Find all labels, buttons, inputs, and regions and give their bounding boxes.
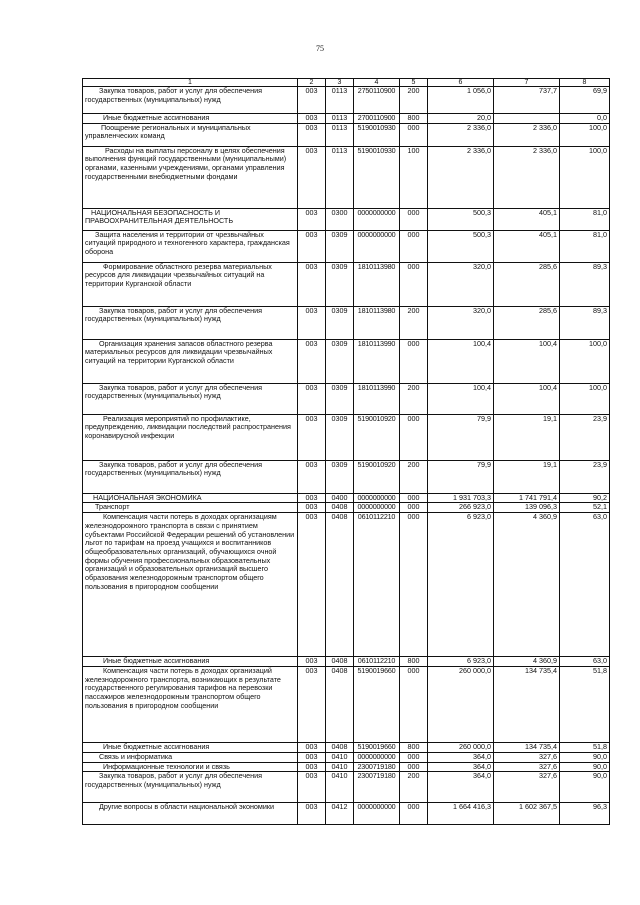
target-article-code: 2700110900 (354, 114, 400, 124)
item-name: Компенсация части потерь в доходах организаций железнодорожного транспорта, возникающих в результате государственного регулирования тарифов на перевозки пассажиров железнодорожным транспортом общего пользования в пригородном сообщении (83, 666, 298, 742)
item-name: Защита населения и территории от чрезвычайных ситуаций природного и техногенного характера, гражданская оборона (83, 230, 298, 262)
header-cell-1: 1 (83, 79, 298, 87)
planned-amount: 266 923,0 (428, 503, 494, 513)
admin-code: 003 (298, 123, 326, 146)
expense-type-code: 000 (400, 513, 428, 657)
section-code: 0408 (326, 742, 354, 752)
admin-code: 003 (298, 493, 326, 503)
executed-amount: 19,1 (494, 460, 560, 493)
admin-code: 003 (298, 666, 326, 742)
target-article-code: 0000000000 (354, 208, 400, 230)
execution-percent: 100,0 (560, 146, 610, 208)
table-row (83, 803, 610, 825)
expense-type-code: 000 (400, 414, 428, 460)
execution-percent: 90,0 (560, 772, 610, 803)
table-row (83, 414, 610, 460)
execution-percent: 100,0 (560, 123, 610, 146)
table-body (83, 87, 610, 825)
executed-amount: 100,4 (494, 339, 560, 383)
expense-type-code: 200 (400, 460, 428, 493)
execution-percent: 89,3 (560, 306, 610, 339)
item-name: Реализация мероприятий по профилактике, предупреждению, ликвидации последствий распространения коронавирусной инфекции (83, 414, 298, 460)
admin-code: 003 (298, 513, 326, 657)
admin-code: 003 (298, 306, 326, 339)
table-row (83, 772, 610, 803)
section-code: 0410 (326, 772, 354, 803)
planned-amount: 320,0 (428, 262, 494, 306)
admin-code: 003 (298, 742, 326, 752)
executed-amount: 1 602 367,5 (494, 803, 560, 825)
target-article-code: 0000000000 (354, 803, 400, 825)
item-name: Закупка товаров, работ и услуг для обеспечения государственных (муниципальных) нужд (83, 306, 298, 339)
section-code: 0412 (326, 803, 354, 825)
planned-amount: 20,0 (428, 114, 494, 124)
section-code: 0408 (326, 513, 354, 657)
target-article-code: 1810113980 (354, 262, 400, 306)
target-article-code: 5190010920 (354, 414, 400, 460)
planned-amount: 1 056,0 (428, 87, 494, 114)
section-code: 0309 (326, 230, 354, 262)
target-article-code: 0000000000 (354, 493, 400, 503)
execution-percent: 89,3 (560, 262, 610, 306)
target-article-code: 0000000000 (354, 752, 400, 762)
executed-amount: 737,7 (494, 87, 560, 114)
header-cell-5: 5 (400, 79, 428, 87)
expense-type-code: 000 (400, 803, 428, 825)
target-article-code: 1810113980 (354, 306, 400, 339)
header-cell-8: 8 (560, 79, 610, 87)
item-name: Закупка товаров, работ и услуг для обеспечения государственных (муниципальных) нужд (83, 87, 298, 114)
execution-percent: 96,3 (560, 803, 610, 825)
item-name: Компенсация части потерь в доходах организациям железнодорожного транспорта в связи с принятием субъектами Российской Федерации решений об установлении льгот по тарифам на проезд учащихся и воспитанников общеобразовательных организаций, обучающихся очной формы обучения профессиональных образовательных организаций и образовательных организаций высшего образования железнодорожным транспортом общего пользования в пригородном сообщении (83, 513, 298, 657)
section-code: 0408 (326, 666, 354, 742)
planned-amount: 320,0 (428, 306, 494, 339)
table-row (83, 666, 610, 742)
admin-code: 003 (298, 339, 326, 383)
expense-type-code: 000 (400, 762, 428, 772)
section-code: 0309 (326, 414, 354, 460)
item-name: Иные бюджетные ассигнования (83, 742, 298, 752)
item-name: Иные бюджетные ассигнования (83, 657, 298, 667)
executed-amount: 1 741 791,4 (494, 493, 560, 503)
planned-amount: 500,3 (428, 208, 494, 230)
table-row (83, 657, 610, 667)
header-cell-6: 6 (428, 79, 494, 87)
target-article-code: 5190019660 (354, 666, 400, 742)
expense-type-code: 000 (400, 208, 428, 230)
item-name: НАЦИОНАЛЬНАЯ БЕЗОПАСНОСТЬ И ПРАВООХРАНИТЕЛЬНАЯ ДЕЯТЕЛЬНОСТЬ (83, 208, 298, 230)
expense-type-code: 000 (400, 503, 428, 513)
item-name: Транспорт (83, 503, 298, 513)
target-article-code: 1810113990 (354, 339, 400, 383)
table-row (83, 87, 610, 114)
admin-code: 003 (298, 503, 326, 513)
execution-percent: 23,9 (560, 460, 610, 493)
item-name: Закупка товаров, работ и услуг для обеспечения государственных (муниципальных) нужд (83, 383, 298, 414)
planned-amount: 364,0 (428, 762, 494, 772)
planned-amount: 364,0 (428, 752, 494, 762)
expense-type-code: 000 (400, 666, 428, 742)
table-row (83, 513, 610, 657)
item-name: Поощрение региональных и муниципальных управленческих команд (83, 123, 298, 146)
planned-amount: 1 931 703,3 (428, 493, 494, 503)
execution-percent: 51,8 (560, 742, 610, 752)
execution-percent: 81,0 (560, 208, 610, 230)
item-name: НАЦИОНАЛЬНАЯ ЭКОНОМИКА (83, 493, 298, 503)
table-row (83, 460, 610, 493)
item-name: Закупка товаров, работ и услуг для обеспечения государственных (муниципальных) нужд (83, 772, 298, 803)
item-name: Связь и информатика (83, 752, 298, 762)
budget-table (82, 78, 610, 825)
planned-amount: 79,9 (428, 414, 494, 460)
item-name: Другие вопросы в области национальной экономики (83, 803, 298, 825)
admin-code: 003 (298, 230, 326, 262)
section-code: 0300 (326, 208, 354, 230)
table-row (83, 114, 610, 124)
item-name: Расходы на выплаты персоналу в целях обеспечения выполнения функций государственными (муниципальными) органами, казенными учреждениями, органами управления государственными внебюджетными фондами (83, 146, 298, 208)
executed-amount: 285,6 (494, 306, 560, 339)
admin-code: 003 (298, 803, 326, 825)
admin-code: 003 (298, 772, 326, 803)
admin-code: 003 (298, 657, 326, 667)
item-name: Формирование областного резерва материальных ресурсов для ликвидации чрезвычайных ситуаций на территории Курганской области (83, 262, 298, 306)
planned-amount: 2 336,0 (428, 123, 494, 146)
target-article-code: 2300719180 (354, 762, 400, 772)
section-code: 0309 (326, 460, 354, 493)
executed-amount: 405,1 (494, 208, 560, 230)
execution-percent: 0,0 (560, 114, 610, 124)
section-code: 0113 (326, 123, 354, 146)
executed-amount: 405,1 (494, 230, 560, 262)
section-code: 0309 (326, 383, 354, 414)
item-name: Организация хранения запасов областного резерва материальных ресурсов для ликвидации чрезвычайных ситуаций на территории Курганской области (83, 339, 298, 383)
target-article-code: 2300719180 (354, 772, 400, 803)
target-article-code: 0000000000 (354, 503, 400, 513)
executed-amount: 327,6 (494, 762, 560, 772)
section-code: 0410 (326, 752, 354, 762)
expense-type-code: 200 (400, 772, 428, 803)
table-row (83, 339, 610, 383)
header-cell-2: 2 (298, 79, 326, 87)
expense-type-code: 800 (400, 742, 428, 752)
expense-type-code: 100 (400, 146, 428, 208)
planned-amount: 260 000,0 (428, 666, 494, 742)
expense-type-code: 000 (400, 123, 428, 146)
executed-amount: 134 735,4 (494, 666, 560, 742)
section-code: 0113 (326, 146, 354, 208)
admin-code: 003 (298, 87, 326, 114)
target-article-code: 0610112210 (354, 657, 400, 667)
target-article-code: 5190010930 (354, 146, 400, 208)
target-article-code: 0000000000 (354, 230, 400, 262)
planned-amount: 6 923,0 (428, 513, 494, 657)
executed-amount: 327,6 (494, 772, 560, 803)
executed-amount: 285,6 (494, 262, 560, 306)
planned-amount: 2 336,0 (428, 146, 494, 208)
executed-amount: 139 096,3 (494, 503, 560, 513)
expense-type-code: 200 (400, 306, 428, 339)
execution-percent: 69,9 (560, 87, 610, 114)
expense-type-code: 800 (400, 114, 428, 124)
execution-percent: 100,0 (560, 383, 610, 414)
expense-type-code: 000 (400, 339, 428, 383)
section-code: 0408 (326, 503, 354, 513)
execution-percent: 63,0 (560, 513, 610, 657)
section-code: 0400 (326, 493, 354, 503)
table-row (83, 742, 610, 752)
execution-percent: 23,9 (560, 414, 610, 460)
executed-amount: 2 336,0 (494, 123, 560, 146)
target-article-code: 0610112210 (354, 513, 400, 657)
target-article-code: 1810113990 (354, 383, 400, 414)
section-code: 0309 (326, 306, 354, 339)
planned-amount: 100,4 (428, 383, 494, 414)
executed-amount: 19,1 (494, 414, 560, 460)
expense-type-code: 000 (400, 262, 428, 306)
executed-amount: 134 735,4 (494, 742, 560, 752)
header-cell-3: 3 (326, 79, 354, 87)
table-row (83, 383, 610, 414)
expense-type-code: 000 (400, 230, 428, 262)
admin-code: 003 (298, 762, 326, 772)
executed-amount: 4 360,9 (494, 513, 560, 657)
admin-code: 003 (298, 383, 326, 414)
executed-amount: 100,4 (494, 383, 560, 414)
execution-percent: 90,0 (560, 752, 610, 762)
header-cell-4: 4 (354, 79, 400, 87)
target-article-code: 5190010930 (354, 123, 400, 146)
item-name: Информационные технологии и связь (83, 762, 298, 772)
section-code: 0408 (326, 657, 354, 667)
section-code: 0113 (326, 87, 354, 114)
section-code: 0309 (326, 262, 354, 306)
planned-amount: 1 664 416,3 (428, 803, 494, 825)
expense-type-code: 200 (400, 383, 428, 414)
planned-amount: 6 923,0 (428, 657, 494, 667)
table-row (83, 230, 610, 262)
admin-code: 003 (298, 752, 326, 762)
target-article-code: 2750110900 (354, 87, 400, 114)
planned-amount: 79,9 (428, 460, 494, 493)
admin-code: 003 (298, 114, 326, 124)
target-article-code: 5190010920 (354, 460, 400, 493)
executed-amount: 327,6 (494, 752, 560, 762)
expense-type-code: 800 (400, 657, 428, 667)
admin-code: 003 (298, 262, 326, 306)
expense-type-code: 000 (400, 752, 428, 762)
section-code: 0113 (326, 114, 354, 124)
admin-code: 003 (298, 460, 326, 493)
execution-percent: 52,1 (560, 503, 610, 513)
planned-amount: 260 000,0 (428, 742, 494, 752)
table-row (83, 208, 610, 230)
admin-code: 003 (298, 146, 326, 208)
table-row (83, 146, 610, 208)
planned-amount: 364,0 (428, 772, 494, 803)
page-number: 75 (316, 44, 324, 53)
table-row (83, 306, 610, 339)
execution-percent: 81,0 (560, 230, 610, 262)
execution-percent: 63,0 (560, 657, 610, 667)
expense-type-code: 200 (400, 87, 428, 114)
section-code: 0309 (326, 339, 354, 383)
execution-percent: 90,0 (560, 762, 610, 772)
executed-amount: 2 336,0 (494, 146, 560, 208)
admin-code: 003 (298, 208, 326, 230)
table-row (83, 262, 610, 306)
item-name: Иные бюджетные ассигнования (83, 114, 298, 124)
table-row (83, 123, 610, 146)
executed-amount (494, 114, 560, 124)
planned-amount: 500,3 (428, 230, 494, 262)
executed-amount: 4 360,9 (494, 657, 560, 667)
item-name: Закупка товаров, работ и услуг для обеспечения государственных (муниципальных) нужд (83, 460, 298, 493)
table-row (83, 752, 610, 762)
header-cell-7: 7 (494, 79, 560, 87)
section-code: 0410 (326, 762, 354, 772)
expense-type-code: 000 (400, 493, 428, 503)
planned-amount: 100,4 (428, 339, 494, 383)
execution-percent: 100,0 (560, 339, 610, 383)
admin-code: 003 (298, 414, 326, 460)
execution-percent: 51,8 (560, 666, 610, 742)
target-article-code: 5190019660 (354, 742, 400, 752)
execution-percent: 90,2 (560, 493, 610, 503)
